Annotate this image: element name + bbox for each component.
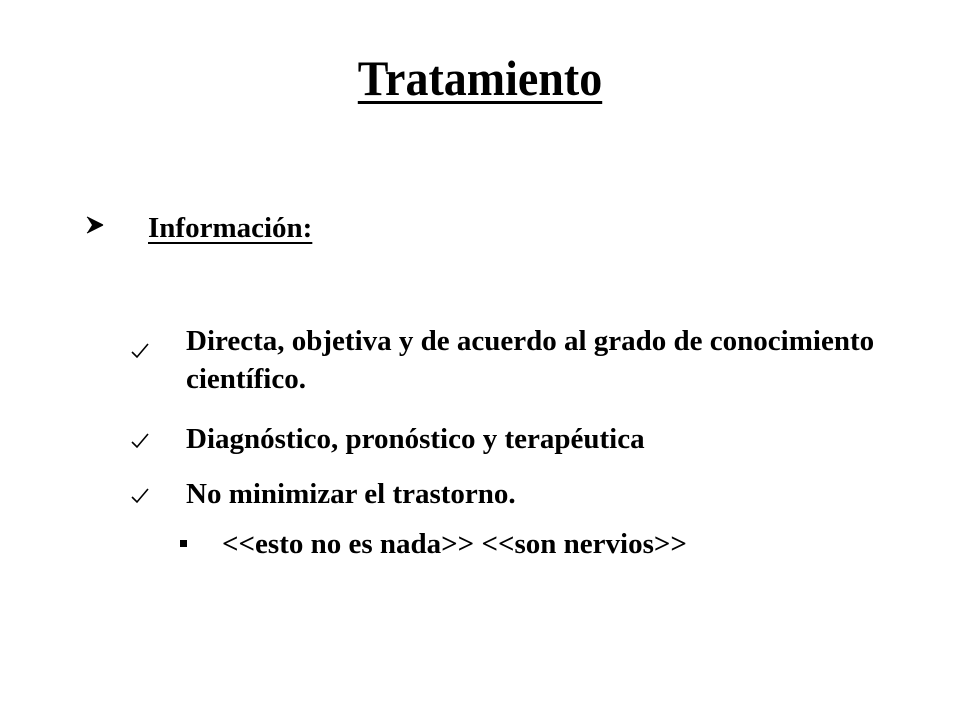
square-icon [180, 540, 187, 547]
checkmark-icon [130, 431, 150, 451]
section-heading: Información: [148, 212, 313, 244]
sub-list-item: <<esto no es nada>> <<son nervios>> [222, 528, 687, 560]
list-item: Diagnóstico, pronóstico y terapéutica [186, 423, 645, 455]
list-item: Directa, objetiva y de acuerdo al grado de conocimiento científico. [186, 325, 875, 395]
list-item: No minimizar el trastorno. [186, 478, 516, 510]
slide-title: Tratamiento [357, 50, 603, 106]
checkmark-icon [130, 341, 150, 361]
checkmark-icon [130, 486, 150, 506]
arrowhead-icon [86, 216, 104, 234]
